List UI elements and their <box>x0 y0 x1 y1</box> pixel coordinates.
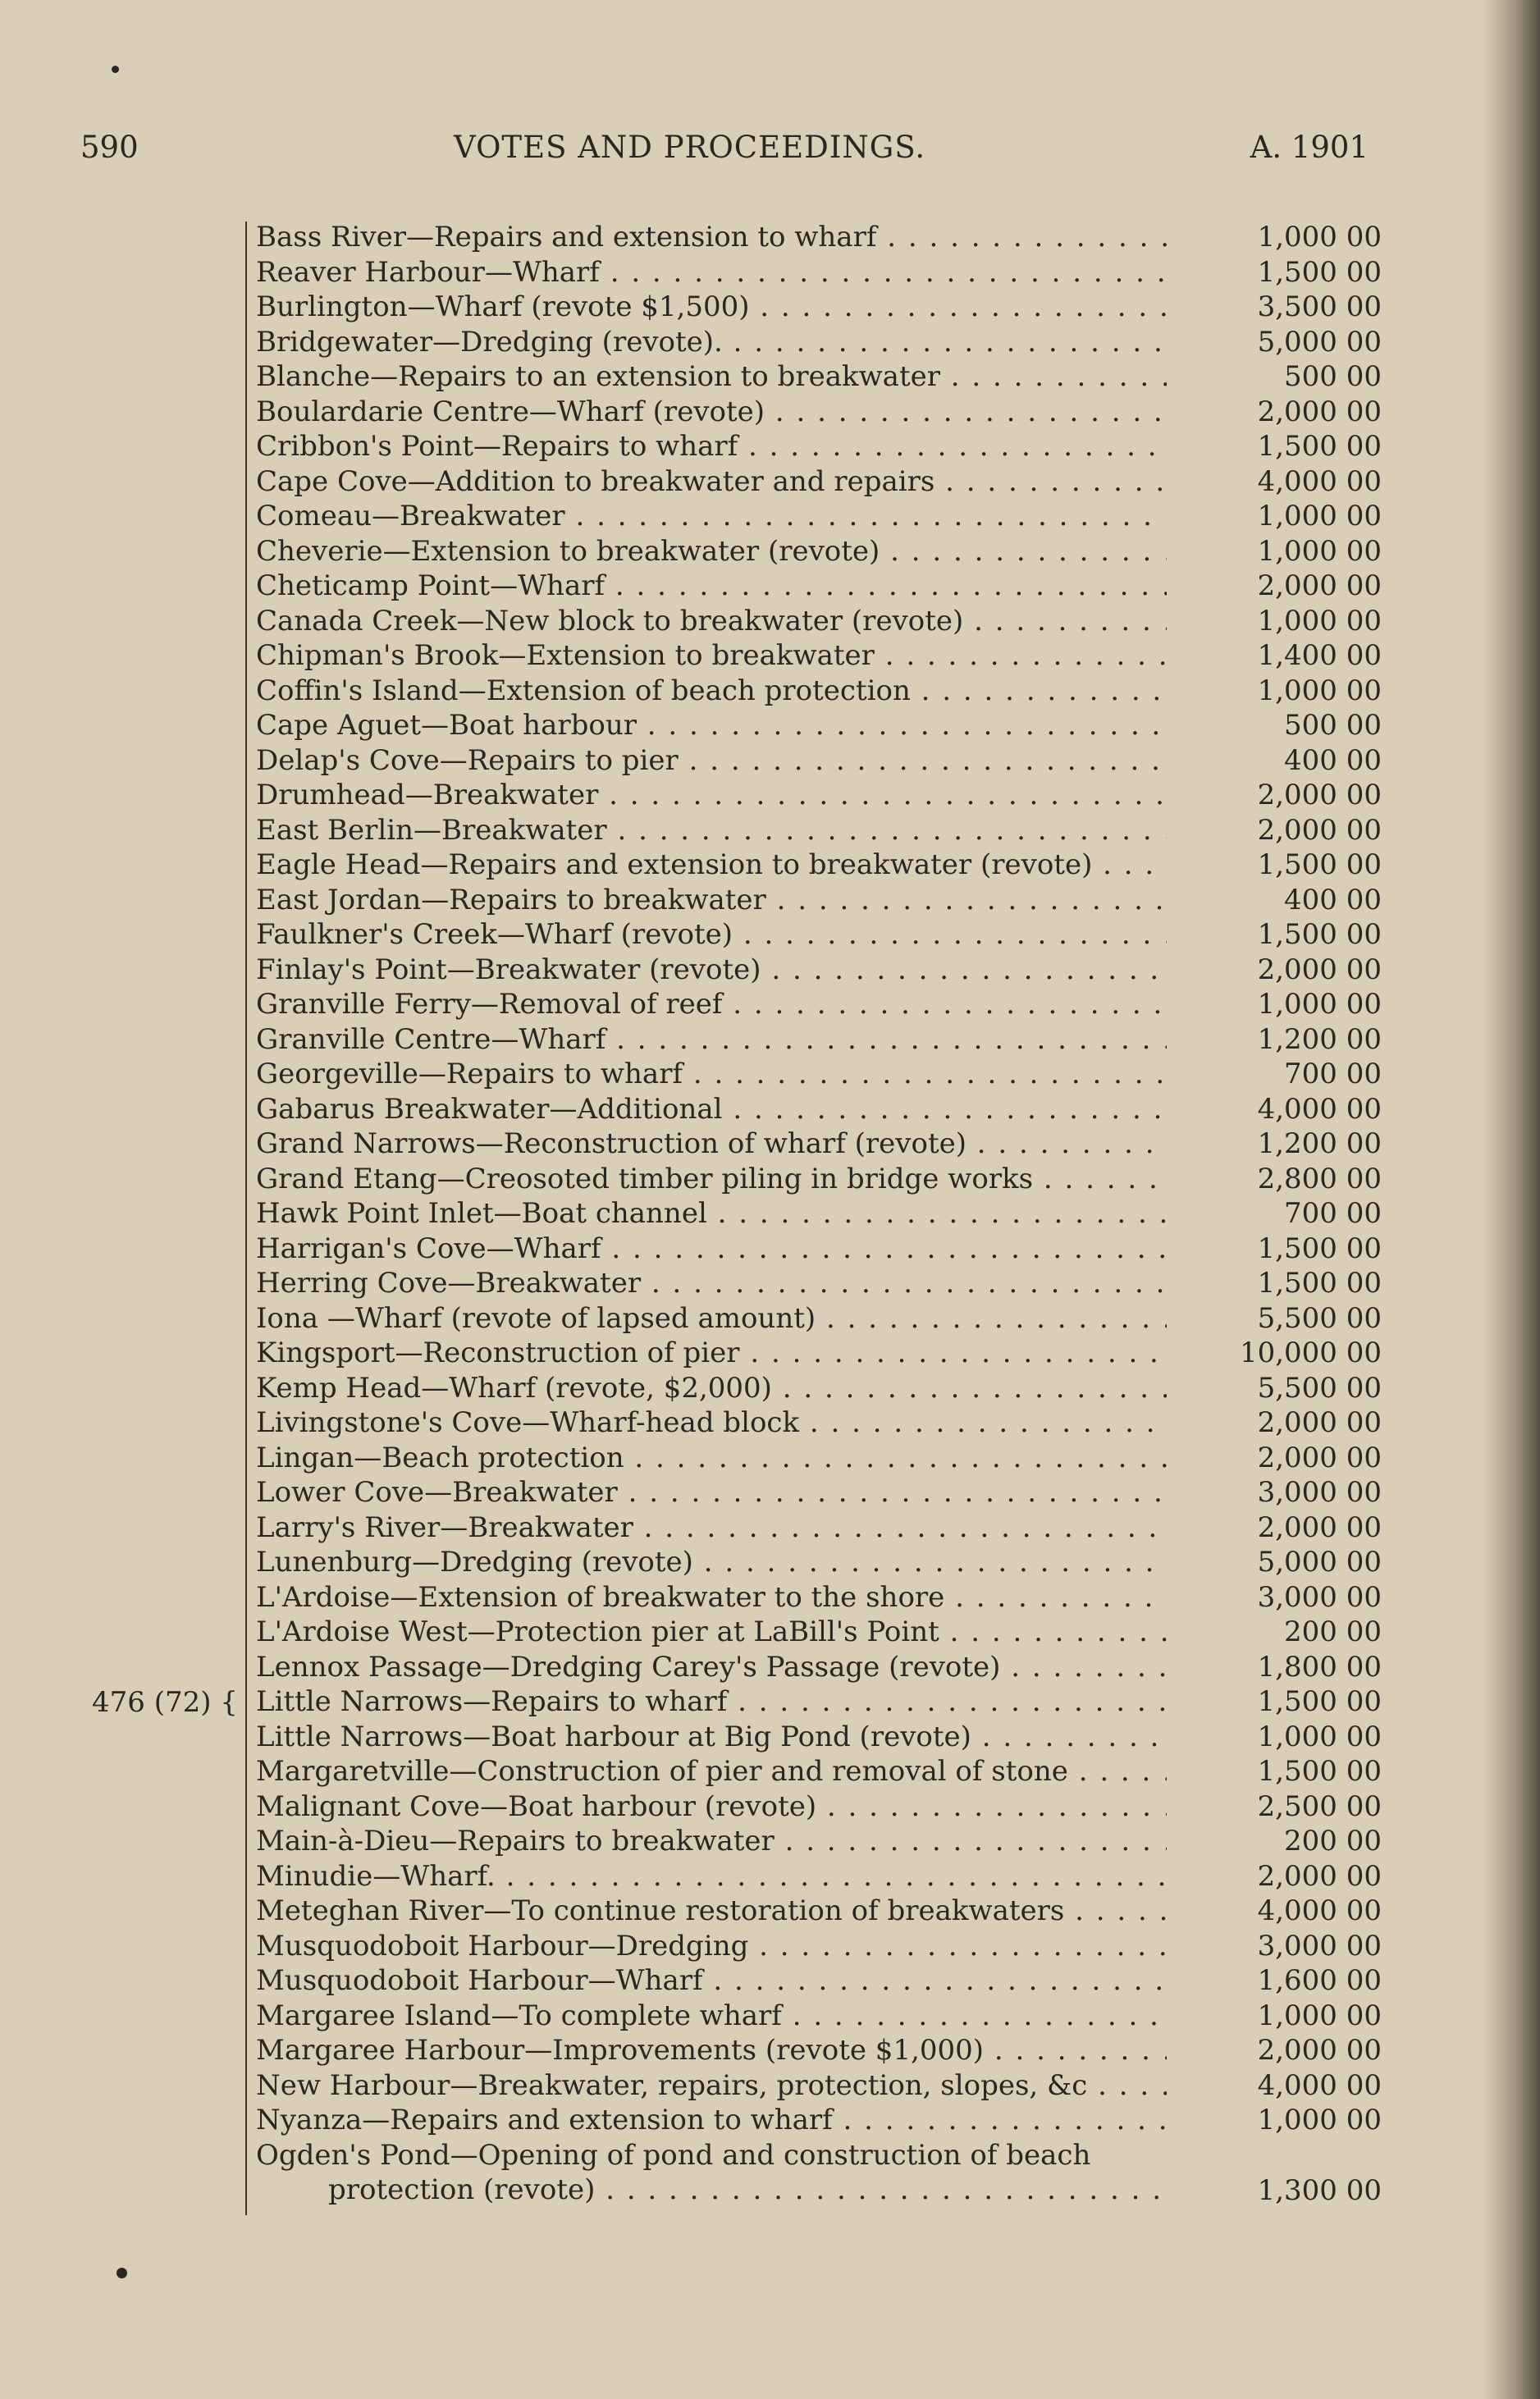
list-item <box>256 2103 1382 2138</box>
list-item <box>256 1475 1382 1510</box>
item-description: Burlington—Wharf (revote $1,500) . . . <box>256 290 1167 325</box>
item-description: Granville Centre—Wharf . . . <box>256 1022 1167 1058</box>
item-amount: 1,800 00 <box>1257 1650 1382 1684</box>
list-item <box>256 638 1382 674</box>
item-amount: 200 00 <box>1284 1615 1382 1648</box>
item-description: Grand Narrows—Reconstruction of wharf (revote) . . . <box>256 1126 1167 1162</box>
list-item <box>256 1092 1382 1127</box>
item-description-line1: Ogden's Pond—Opening of pond and construction of beach <box>256 2138 1091 2172</box>
item-description: Lunenburg—Dredging (revote) . . . <box>256 1545 1167 1580</box>
item-amount: 10,000 00 <box>1239 1337 1382 1369</box>
item-amount: 3,000 00 <box>1257 1580 1382 1614</box>
item-amount: 1,500 00 <box>1257 430 1382 463</box>
list-item <box>256 1789 1382 1825</box>
session-year: A. 1901 <box>1250 130 1369 165</box>
item-description: Blanche—Repairs to an extension to breakwater . . . <box>256 359 1167 395</box>
item-description: Bass River—Repairs and extension to wharf . . . <box>256 220 1167 255</box>
item-amount: 500 00 <box>1284 360 1382 393</box>
list-item <box>256 1754 1382 1789</box>
list-item <box>256 1684 1382 1720</box>
item-amount: 2,000 00 <box>1257 953 1382 986</box>
list-item <box>256 1929 1382 1964</box>
list-item <box>256 1999 1382 2034</box>
item-amount: 1,000 00 <box>1257 988 1382 1021</box>
item-description: Boulardarie Centre—Wharf (revote) . . . <box>256 395 1167 430</box>
list-item <box>256 429 1382 464</box>
item-description: Coffin's Island—Extension of beach protection . . . <box>256 674 1167 709</box>
item-description: L'Ardoise West—Protection pier at LaBill's Point . . . <box>256 1615 1167 1650</box>
item-amount: 4,000 00 <box>1257 464 1382 498</box>
item-amount: 2,000 00 <box>1257 395 1382 428</box>
item-description: Bridgewater—Dredging (revote). . . . <box>256 325 1167 360</box>
list-item <box>256 359 1382 395</box>
item-amount: 4,000 00 <box>1257 1894 1382 1927</box>
item-amount: 1,200 00 <box>1257 1127 1382 1160</box>
list-item <box>256 953 1382 988</box>
item-description: L'Ardoise—Extension of breakwater to the shore . . . <box>256 1580 1167 1615</box>
item-description: Hawk Point Inlet—Boat channel . . . <box>256 1196 1167 1231</box>
item-amount: 1,500 00 <box>1257 1267 1382 1300</box>
item-description: Chipman's Brook—Extension to breakwater . . . <box>256 638 1167 674</box>
item-description: Eagle Head—Repairs and extension to breakwater (revote) . . . <box>256 848 1167 883</box>
item-description: Lower Cove—Breakwater . . . <box>256 1475 1167 1510</box>
list-item <box>256 1162 1382 1197</box>
item-description: East Jordan—Repairs to breakwater . . . <box>256 883 1167 918</box>
item-description: Gabarus Breakwater—Additional . . . <box>256 1092 1167 1127</box>
item-description: Harrigan's Cove—Wharf . . . <box>256 1231 1167 1267</box>
item-description: Comeau—Breakwater . . . <box>256 499 1167 534</box>
item-description: Granville Ferry—Removal of reef . . . <box>256 987 1167 1022</box>
list-item <box>256 743 1382 779</box>
list-item <box>256 778 1382 813</box>
item-description: Little Narrows—Boat harbour at Big Pond (revote) . . . <box>256 1720 1167 1755</box>
list-item <box>256 1266 1382 1301</box>
list-item <box>256 1196 1382 1231</box>
item-description: Reaver Harbour—Wharf . . . <box>256 255 1167 290</box>
item-description: Margaree Island—To complete wharf . . . <box>256 1999 1167 2034</box>
item-amount: 1,500 00 <box>1257 255 1382 289</box>
list-item <box>256 708 1382 743</box>
list-item <box>256 813 1382 848</box>
item-description: Kemp Head—Wharf (revote, $2,000) . . . <box>256 1371 1167 1406</box>
item-description: Main-à-Dieu—Repairs to breakwater . . . <box>256 1824 1167 1859</box>
item-description: Cheticamp Point—Wharf . . . <box>256 569 1167 604</box>
list-item <box>256 1336 1382 1371</box>
item-description: Kingsport—Reconstruction of pier . . . <box>256 1336 1167 1371</box>
item-amount: 200 00 <box>1284 1825 1382 1858</box>
list-item <box>256 255 1382 290</box>
list-item <box>256 674 1382 709</box>
list-item <box>256 1126 1382 1162</box>
list-item <box>256 1859 1382 1894</box>
item-description: East Berlin—Breakwater . . . <box>256 813 1167 848</box>
item-description: Margaree Harbour—Improvements (revote $1,000) . . . <box>256 2033 1167 2068</box>
item-description: Delap's Cove—Repairs to pier . . . <box>256 743 1167 779</box>
list-item <box>256 987 1382 1022</box>
item-amount: 5,000 00 <box>1257 325 1382 359</box>
list-item <box>256 395 1382 430</box>
item-amount: 2,000 00 <box>1257 779 1382 811</box>
list-item <box>256 569 1382 604</box>
list-item <box>256 2033 1382 2068</box>
list-item <box>256 1231 1382 1267</box>
item-amount: 4,000 00 <box>1257 1092 1382 1126</box>
ink-speck <box>117 2268 127 2278</box>
margin-reference-text: 476 (72) <box>92 1686 212 1719</box>
item-description: Lennox Passage—Dredging Carey's Passage (revote) . . . <box>256 1650 1167 1685</box>
list-item <box>256 464 1382 500</box>
item-description: Grand Etang—Creosoted timber piling in bridge works . . . <box>256 1162 1167 1197</box>
item-amount: 1,200 00 <box>1257 1022 1382 1056</box>
list-item <box>256 1441 1382 1476</box>
list-item <box>256 1510 1382 1546</box>
item-description: Lingan—Beach protection . . . <box>256 1441 1167 1476</box>
list-item <box>256 1545 1382 1580</box>
list-item <box>256 917 1382 953</box>
list-item <box>256 1580 1382 1615</box>
page-header <box>80 130 1369 171</box>
item-amount: 1,600 00 <box>1257 1964 1382 1997</box>
item-amount: 1,500 00 <box>1257 1231 1382 1265</box>
item-amount: 2,800 00 <box>1257 1162 1382 1195</box>
item-description: Livingstone's Cove—Wharf-head block . . . <box>256 1405 1167 1441</box>
item-description: Herring Cove—Breakwater . . . <box>256 1266 1167 1301</box>
margin-reference: 476 (72) { <box>92 1686 238 1719</box>
list-item <box>256 1720 1382 1755</box>
list-item <box>256 604 1382 639</box>
list-item <box>256 1894 1382 1929</box>
item-amount: 400 00 <box>1284 883 1382 916</box>
item-amount: 400 00 <box>1284 743 1382 777</box>
item-description: Georgeville—Repairs to wharf . . . <box>256 1057 1167 1092</box>
list-item <box>256 848 1382 883</box>
list-item <box>256 1022 1382 1058</box>
item-amount: 2,000 00 <box>1257 1406 1382 1439</box>
item-amount: 1,500 00 <box>1257 1755 1382 1788</box>
list-item <box>256 325 1382 360</box>
book-spine-shadow <box>1483 0 1540 2399</box>
item-amount: 3,500 00 <box>1257 290 1382 323</box>
item-description: Finlay's Point—Breakwater (revote) . . . <box>256 953 1167 988</box>
list-item <box>256 1824 1382 1859</box>
item-amount: 2,500 00 <box>1257 1789 1382 1823</box>
item-description: Musquodoboit Harbour—Dredging . . . <box>256 1929 1167 1964</box>
item-amount: 5,000 00 <box>1257 1546 1382 1579</box>
item-amount: 2,000 00 <box>1257 1859 1382 1893</box>
left-bracket-rule <box>245 222 247 2215</box>
list-item <box>256 2068 1382 2104</box>
item-amount: 4,000 00 <box>1257 2068 1382 2102</box>
item-description: Canada Creek—New block to breakwater (revote) . . . <box>256 604 1167 639</box>
item-amount: 2,000 00 <box>1257 569 1382 602</box>
item-description: Faulkner's Creek—Wharf (revote) . . . <box>256 917 1167 953</box>
item-description: Margaretville—Construction of pier and removal of stone . . . <box>256 1754 1167 1789</box>
item-amount: 3,000 00 <box>1257 1929 1382 1963</box>
item-amount: 1,300 00 <box>1257 2173 1382 2207</box>
item-description: Cape Cove—Addition to breakwater and repairs . . . <box>256 464 1167 500</box>
list-item <box>256 1650 1382 1685</box>
item-description: Cribbon's Point—Repairs to wharf . . . <box>256 429 1167 464</box>
item-description: Drumhead—Breakwater . . . <box>256 778 1167 813</box>
list-item <box>256 220 1382 255</box>
item-description: Musquodoboit Harbour—Wharf . . . <box>256 1963 1167 1999</box>
list-item <box>256 290 1382 325</box>
list-item <box>256 534 1382 569</box>
ink-speck <box>112 66 119 73</box>
item-amount: 1,000 00 <box>1257 1720 1382 1753</box>
item-description: Minudie—Wharf. . . . <box>256 1859 1167 1894</box>
item-amount: 700 00 <box>1284 1197 1382 1230</box>
item-amount: 2,000 00 <box>1257 1441 1382 1474</box>
item-description <box>256 2138 1171 2208</box>
item-description: Little Narrows—Repairs to wharf . . . <box>256 1684 1167 1720</box>
item-amount: 1,000 00 <box>1257 674 1382 707</box>
item-description: New Harbour—Breakwater, repairs, protection, slopes, &c . . . <box>256 2068 1167 2104</box>
list-item <box>256 499 1382 534</box>
item-amount: 1,500 00 <box>1257 1685 1382 1718</box>
list-item <box>256 883 1382 918</box>
running-title: VOTES AND PROCEEDINGS. <box>454 130 926 165</box>
item-amount: 700 00 <box>1284 1058 1382 1090</box>
list-item <box>256 1057 1382 1092</box>
item-amount: 5,500 00 <box>1257 1371 1382 1405</box>
item-amount: 1,000 00 <box>1257 604 1382 637</box>
item-description: Larry's River—Breakwater . . . <box>256 1510 1167 1546</box>
item-amount: 1,000 00 <box>1257 1999 1382 2032</box>
item-description: Nyanza—Repairs and extension to wharf . . . <box>256 2103 1167 2138</box>
item-amount: 3,000 00 <box>1257 1476 1382 1509</box>
item-amount: 2,000 00 <box>1257 813 1382 847</box>
item-amount: 1,000 00 <box>1257 534 1382 568</box>
item-description-line2: protection (revote) . . . <box>256 2173 1165 2208</box>
item-amount: 1,500 00 <box>1257 918 1382 951</box>
item-description: Cheverie—Extension to breakwater (revote) . . . <box>256 534 1167 569</box>
item-description: Meteghan River—To continue restoration of breakwaters . . . <box>256 1894 1167 1929</box>
list-item <box>256 1615 1382 1650</box>
item-amount: 1,000 00 <box>1257 2104 1382 2136</box>
list-item <box>256 1405 1382 1441</box>
list-item <box>256 1301 1382 1337</box>
list-item <box>256 2138 1382 2209</box>
item-amount: 1,000 00 <box>1257 500 1382 532</box>
item-amount: 500 00 <box>1284 709 1382 742</box>
item-amount: 1,400 00 <box>1257 639 1382 672</box>
item-amount: 1,000 00 <box>1257 221 1382 254</box>
item-amount: 2,000 00 <box>1257 2034 1382 2067</box>
list-item <box>256 1371 1382 1406</box>
item-description: Cape Aguet—Boat harbour . . . <box>256 708 1167 743</box>
appropriation-list <box>256 220 1382 2209</box>
item-description: Iona —Wharf (revote of lapsed amount) . . . <box>256 1301 1167 1337</box>
item-amount: 1,500 00 <box>1257 848 1382 881</box>
item-description: Malignant Cove—Boat harbour (revote) . . . <box>256 1789 1167 1825</box>
page-number: 590 <box>80 130 139 165</box>
item-amount: 2,000 00 <box>1257 1510 1382 1544</box>
list-item <box>256 1963 1382 1999</box>
item-amount: 5,500 00 <box>1257 1301 1382 1335</box>
